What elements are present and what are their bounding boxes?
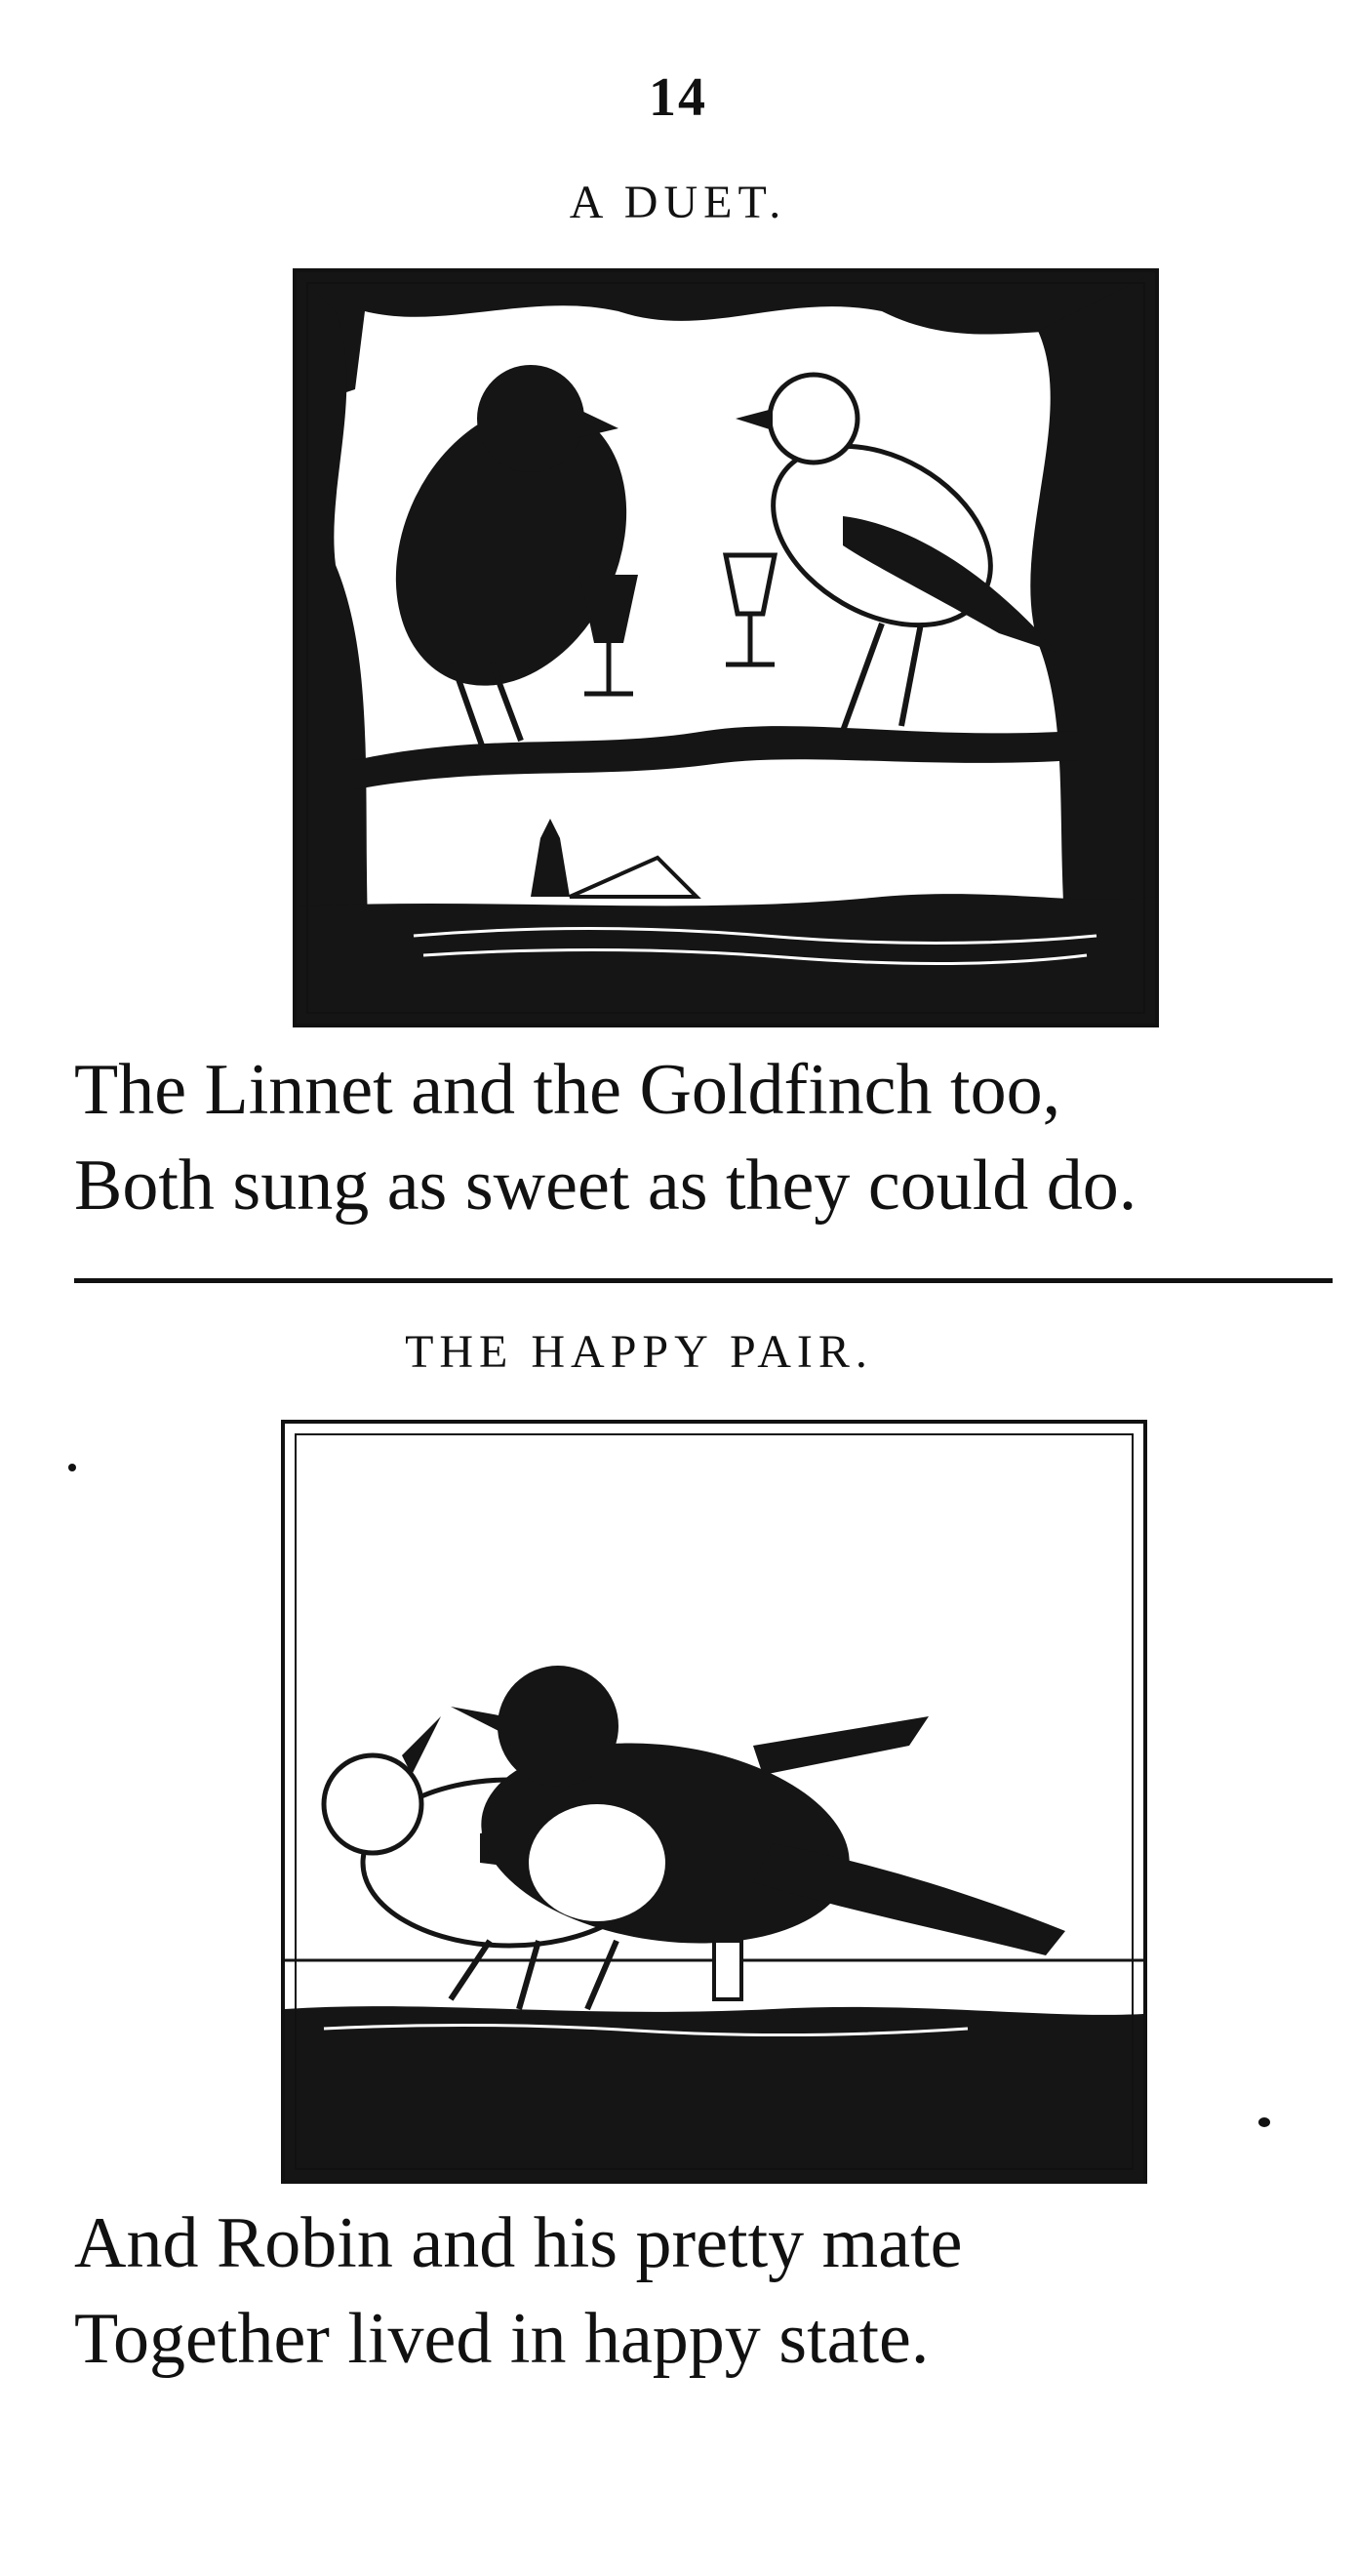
section-divider bbox=[74, 1278, 1333, 1283]
section-title-duet: A DUET. bbox=[569, 177, 787, 228]
section-title-happy-pair: THE HAPPY PAIR. bbox=[405, 1326, 873, 1378]
print-speck bbox=[1258, 2117, 1270, 2127]
verse-line: And Robin and his pretty mate bbox=[74, 2203, 963, 2283]
verse-duet bbox=[74, 1042, 1137, 1233]
verse-line: The Linnet and the Goldfinch too, bbox=[74, 1050, 1061, 1130]
page-number: 14 bbox=[649, 67, 707, 128]
verse-line: Together lived in happy state. bbox=[74, 2299, 930, 2379]
print-speck bbox=[68, 1464, 76, 1471]
verse-line: Both sung as sweet as they could do. bbox=[74, 1146, 1137, 1226]
woodcut-happy-pair-illustration bbox=[281, 1420, 1147, 2184]
woodcut-duet-illustration bbox=[293, 268, 1159, 1027]
verse-happy-pair bbox=[74, 2195, 962, 2387]
